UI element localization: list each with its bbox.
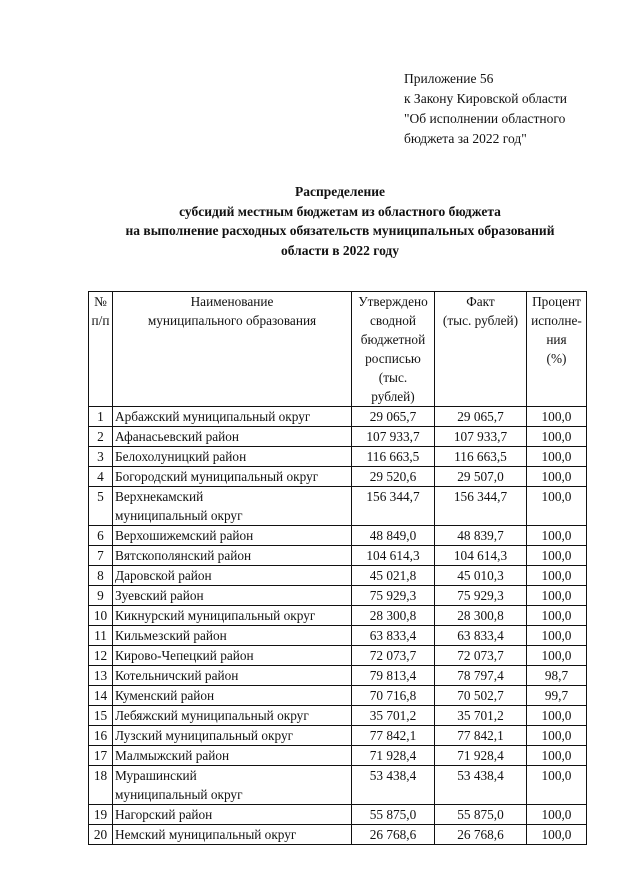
row-number: 14 [89, 686, 113, 706]
row-number: 13 [89, 666, 113, 686]
header-text-line: Процент [532, 294, 581, 309]
row-number: 12 [89, 646, 113, 666]
municipality-name: Малмыжский район [113, 746, 352, 766]
execution-percent: 100,0 [527, 606, 587, 626]
municipality-name: Лузский муниципальный округ [113, 726, 352, 746]
row-number: 2 [89, 427, 113, 447]
row-number: 17 [89, 746, 113, 766]
row-number: 5 [89, 487, 113, 526]
fact-amount: 104 614,3 [435, 546, 527, 566]
execution-percent: 100,0 [527, 447, 587, 467]
fact-amount: 53 438,4 [435, 766, 527, 805]
municipality-name: Мурашинский муниципальный округ [113, 766, 352, 805]
municipality-name: Зуевский район [113, 586, 352, 606]
table-row [89, 487, 587, 526]
row-number: 10 [89, 606, 113, 626]
table-row [89, 427, 587, 447]
municipality-name: Арбажский муниципальный округ [113, 407, 352, 427]
approved-amount: 28 300,8 [352, 606, 435, 626]
row-number: 3 [89, 447, 113, 467]
execution-percent: 100,0 [527, 825, 587, 845]
title-line: Распределение [294, 184, 386, 199]
table-row [89, 686, 587, 706]
header-text-line: муниципального образования [147, 313, 317, 328]
table-body [89, 407, 587, 845]
approved-amount: 63 833,4 [352, 626, 435, 646]
fact-amount: 156 344,7 [435, 487, 527, 526]
table-row [89, 626, 587, 646]
row-number: 20 [89, 825, 113, 845]
fact-amount: 70 502,7 [435, 686, 527, 706]
header-text-line: (тыс. рублей) [442, 313, 519, 328]
row-number: 9 [89, 586, 113, 606]
execution-percent: 100,0 [527, 726, 587, 746]
header-text-line: Факт [466, 294, 495, 309]
row-number: 6 [89, 526, 113, 546]
header-text-line: Наименование [190, 294, 274, 309]
row-number: 18 [89, 766, 113, 805]
approved-amount: 48 849,0 [352, 526, 435, 546]
execution-percent: 100,0 [527, 805, 587, 825]
municipality-name: Даровской район [113, 566, 352, 586]
approved-amount: 77 842,1 [352, 726, 435, 746]
municipality-name: Верхошижемский район [113, 526, 352, 546]
approved-amount: 70 716,8 [352, 686, 435, 706]
header-percent [527, 292, 587, 407]
row-number: 4 [89, 467, 113, 487]
execution-percent: 100,0 [527, 487, 587, 526]
execution-percent: 100,0 [527, 566, 587, 586]
fact-amount: 55 875,0 [435, 805, 527, 825]
municipality-name: Кикнурский муниципальный округ [113, 606, 352, 626]
execution-percent: 100,0 [527, 407, 587, 427]
header-name [113, 292, 352, 407]
table-row [89, 407, 587, 427]
header-text-line: бюджетной [360, 332, 426, 347]
execution-percent: 100,0 [527, 626, 587, 646]
municipality-name: Верхнекамский муниципальный округ [113, 487, 352, 526]
row-number: 1 [89, 407, 113, 427]
row-number: 16 [89, 726, 113, 746]
fact-amount: 107 933,7 [435, 427, 527, 447]
appendix-line: "Об исполнении областного [404, 111, 566, 126]
approved-amount: 156 344,7 [352, 487, 435, 526]
approved-amount: 29 065,7 [352, 407, 435, 427]
approved-amount: 55 875,0 [352, 805, 435, 825]
fact-amount: 72 073,7 [435, 646, 527, 666]
municipality-name: Лебяжский муниципальный округ [113, 706, 352, 726]
municipality-name: Богородский муниципальный округ [113, 467, 352, 487]
table-row [89, 646, 587, 666]
execution-percent: 100,0 [527, 586, 587, 606]
execution-percent: 100,0 [527, 766, 587, 805]
approved-amount: 26 768,6 [352, 825, 435, 845]
header-fact [435, 292, 527, 407]
header-number [89, 292, 113, 407]
fact-amount: 71 928,4 [435, 746, 527, 766]
approved-amount: 35 701,2 [352, 706, 435, 726]
table-row [89, 526, 587, 546]
municipality-name: Немский муниципальный округ [113, 825, 352, 845]
appendix-line: бюджета за 2022 год" [404, 131, 527, 146]
table-row [89, 805, 587, 825]
approved-amount: 71 928,4 [352, 746, 435, 766]
header-text-line: Утверждено [358, 294, 428, 309]
execution-percent: 100,0 [527, 646, 587, 666]
approved-amount: 45 021,8 [352, 566, 435, 586]
header-text-line: (%) [546, 351, 567, 366]
header-text-line: рублей) [371, 389, 415, 404]
execution-percent: 100,0 [527, 467, 587, 487]
approved-amount: 72 073,7 [352, 646, 435, 666]
row-number: 11 [89, 626, 113, 646]
header-text-line: исполне- [531, 313, 582, 328]
fact-amount: 63 833,4 [435, 626, 527, 646]
title-line: субсидий местным бюджетам из областного бюджета [179, 203, 501, 219]
table-row [89, 666, 587, 686]
row-number: 15 [89, 706, 113, 726]
fact-amount: 26 768,6 [435, 825, 527, 845]
table-row [89, 586, 587, 606]
municipality-name: Кильмезский район [113, 626, 352, 646]
approved-amount: 75 929,3 [352, 586, 435, 606]
municipality-name: Котельничский район [113, 666, 352, 686]
municipality-name: Кирово-Чепецкий район [113, 646, 352, 666]
header-text-line: п/п [91, 313, 110, 328]
header-approved [352, 292, 435, 407]
row-number: 8 [89, 566, 113, 586]
execution-percent: 98,7 [527, 666, 587, 686]
approved-amount: 107 933,7 [352, 427, 435, 447]
municipality-name: Куменский район [113, 686, 352, 706]
header-text-line: (тыс. [378, 370, 408, 385]
table-row [89, 447, 587, 467]
table-row [89, 726, 587, 746]
table-row [89, 566, 587, 586]
fact-amount: 75 929,3 [435, 586, 527, 606]
fact-amount: 48 839,7 [435, 526, 527, 546]
table-row [89, 825, 587, 845]
execution-percent: 100,0 [527, 746, 587, 766]
execution-percent: 100,0 [527, 427, 587, 447]
fact-amount: 45 010,3 [435, 566, 527, 586]
approved-amount: 116 663,5 [352, 447, 435, 467]
execution-percent: 100,0 [527, 706, 587, 726]
fact-amount: 29 065,7 [435, 407, 527, 427]
row-number: 7 [89, 546, 113, 566]
header-text-line: № [94, 294, 107, 309]
fact-amount: 35 701,2 [435, 706, 527, 726]
execution-percent: 100,0 [527, 526, 587, 546]
fact-amount: 77 842,1 [435, 726, 527, 746]
approved-amount: 104 614,3 [352, 546, 435, 566]
municipality-name: Нагорский район [113, 805, 352, 825]
municipality-name: Афанасьевский район [113, 427, 352, 447]
table-row [89, 606, 587, 626]
fact-amount: 28 300,8 [435, 606, 527, 626]
table-row [89, 546, 587, 566]
fact-amount: 29 507,0 [435, 467, 527, 487]
execution-percent: 100,0 [527, 546, 587, 566]
appendix-line: к Закону Кировской области [404, 91, 568, 106]
header-text-line: сводной [369, 313, 416, 328]
approved-amount: 79 813,4 [352, 666, 435, 686]
municipality-name: Вятскополянский район [113, 546, 352, 566]
title-line: области в 2022 году [280, 242, 400, 258]
header-text-line: ния [546, 332, 567, 347]
municipality-name: Белохолуницкий район [113, 447, 352, 467]
execution-percent: 99,7 [527, 686, 587, 706]
table-row [89, 766, 587, 805]
table-row [89, 746, 587, 766]
subsidies-table [88, 291, 587, 845]
table-row [89, 706, 587, 726]
fact-amount: 116 663,5 [435, 447, 527, 467]
title-line: на выполнение расходных обязательств муниципальных образований [125, 223, 555, 238]
fact-amount: 78 797,4 [435, 666, 527, 686]
approved-amount: 29 520,6 [352, 467, 435, 487]
appendix-note [404, 69, 624, 149]
row-number: 19 [89, 805, 113, 825]
header-text-line: росписью [365, 351, 421, 366]
table-header-row [89, 292, 587, 407]
table-row [89, 467, 587, 487]
appendix-line: Приложение 56 [404, 71, 494, 86]
document-title [60, 182, 620, 260]
approved-amount: 53 438,4 [352, 766, 435, 805]
